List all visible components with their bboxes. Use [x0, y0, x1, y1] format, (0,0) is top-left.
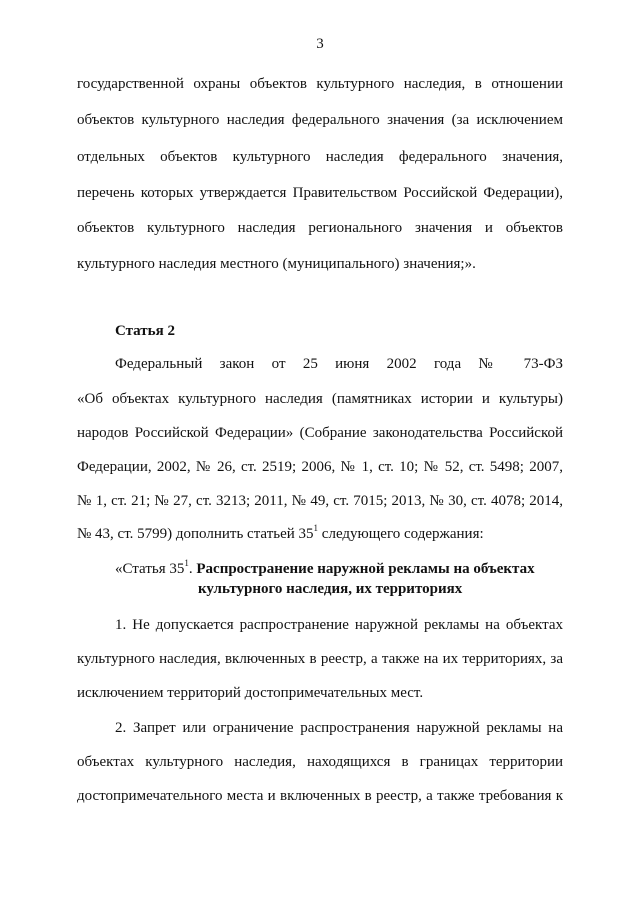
paragraph-line: перечень которых утверждается Правительством Российской Федерации),	[77, 185, 563, 201]
paragraph-line: отдельных объектов культурного наследия федерального значения,	[77, 149, 563, 165]
paragraph-line: достопримечательного места и включенных в реестр, а также требования к	[77, 788, 563, 804]
article-label-dot: .	[188, 561, 197, 577]
paragraph-line: культурного наследия, включенных в реестр, а также на их территориях, за	[77, 651, 563, 667]
line-text: № 43, ст. 5799) дополнить статьей 35	[77, 526, 314, 542]
paragraph-line: государственной охраны объектов культурного наследия, в отношении	[77, 76, 563, 92]
paragraph-line: № 1, ст. 21; № 27, ст. 3213; 2011, № 49, ст. 7015; 2013, № 30, ст. 4078; 2014,	[77, 493, 563, 509]
paragraph-line: народов Российской Федерации» (Собрание законодательства Российской	[77, 425, 563, 441]
superscript: 1	[313, 523, 319, 533]
superscript: 1	[184, 558, 189, 568]
new-article-heading	[115, 560, 535, 578]
page-number: 3	[316, 36, 324, 52]
article-label: «Статья 35	[115, 561, 185, 577]
paragraph-line: объектов культурного наследия регионального значения и объектов	[77, 220, 563, 236]
article-title: Распространение наружной рекламы на объектах	[196, 561, 535, 577]
paragraph-line	[77, 525, 563, 543]
paragraph-line: «Об объектах культурного наследия (памятниках истории и культуры)	[77, 391, 563, 407]
paragraph-line: исключением территорий достопримечательных мест.	[77, 685, 424, 701]
line-text: следующего содержания:	[318, 526, 484, 542]
paragraph-line: объектах культурного наследия, находящихся в границах территории	[77, 754, 563, 770]
paragraph-line: 2. Запрет или ограничение распространения наружной рекламы на	[115, 720, 563, 736]
paragraph-line: культурного наследия местного (муниципального) значения;».	[77, 256, 476, 272]
paragraph-line: объектов культурного наследия федерального значения (за исключением	[77, 112, 563, 128]
paragraph-line: 1. Не допускается распространение наружной рекламы на объектах	[115, 617, 563, 633]
article-title-line2: культурного наследия, их территориях	[198, 581, 463, 597]
paragraph-line: Федеральный закон от 25 июня 2002 года № 73-ФЗ	[115, 356, 563, 372]
article-heading: Статья 2	[115, 323, 175, 339]
paragraph-line: Федерации, 2002, № 26, ст. 2519; 2006, № 1, ст. 10; № 52, ст. 5498; 2007,	[77, 459, 563, 475]
